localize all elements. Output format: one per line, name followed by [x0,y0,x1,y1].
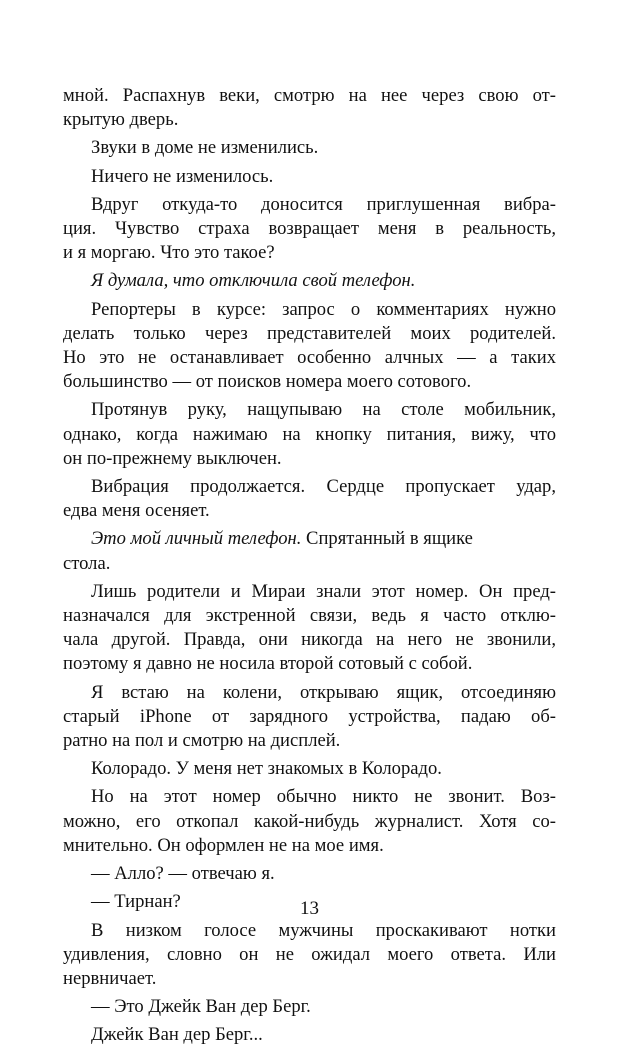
regular-phrase: Спрятанный в ящике [301,528,473,550]
dialogue-line: — Алло? — отвечаю я. [91,863,275,885]
text-line: Вибрация продолжается. Сердце пропускает удар, [91,476,556,498]
text-line: он по-прежнему выключен. [63,447,282,469]
text-line: едва меня осеняет. [63,500,210,522]
text-line: удивления, словно он не ожидал моего ответа. Или [63,943,556,965]
text-line: Лишь родители и Мираи знали этот номер. Он пред- [91,580,556,602]
text-line: крытую дверь. [63,109,179,131]
text-line: мной. Распахнув веки, смотрю на нее через свою от- [63,85,556,106]
dialogue-line: — Тирнан? [91,891,181,913]
text-line: и я моргаю. Что это такое? [63,242,275,264]
text-line: чала другой. Правда, они никогда на него не звонили, [63,629,556,651]
page-number: 13 [300,898,319,919]
text-line: Колорадо. У меня нет знакомых в Колорадо. [91,758,442,780]
text-line: Но на этот номер обычно никто не звонит. Воз- [91,786,556,808]
text-line: поэтому я давно не носила второй сотовый с собой. [63,653,473,675]
text-line: Репортеры в курсе: запрос о комментариях нужно [91,298,556,320]
text-line: стола. [63,552,111,574]
text-line: однако, когда нажимаю на кнопку питания, вижу, что [63,423,556,445]
text-line: ция. Чувство страха возвращает меня в реальность, [63,218,556,240]
text-line: нервничает. [63,967,157,989]
text-line: делать только через представителей моих родителей. [63,322,556,344]
text-line: Ничего не изменилось. [91,165,274,187]
text-line: старый iPhone от зарядного устройства, падаю об- [63,705,556,727]
text-line: В низком голосе мужчины проскакивают нотки [91,919,556,941]
text-line: Но это не останавливает особенно алчных — а таких [63,347,556,369]
text-line: Я встаю на колени, открываю ящик, отсоединяю [91,681,556,703]
dialogue-line: — Это Джейк Ван дер Берг. [91,996,311,1018]
text-line: назначался для экстренной связи, ведь я часто отклю- [63,605,556,627]
text-line: Протянув руку, нащупываю на столе мобильник, [91,399,556,421]
text-line: Джейк Ван дер Берг... [91,1024,263,1046]
text-line-italic: Я думала, что отключила свой телефон. [91,270,416,292]
text-line: ратно на пол и смотрю на дисплей. [63,730,341,752]
text-line: можно, его откопал какой-нибудь журналист. Хотя со- [63,810,556,832]
text-line: большинство — от поисков номера моего сотового. [63,371,472,393]
italic-phrase: Это мой личный телефон. [91,528,302,550]
text-line: Звуки в доме не изменились. [91,137,319,159]
text-line-mixed [63,527,556,551]
text-line: Вдруг откуда-то доносится приглушенная вибра- [91,193,556,215]
text-line: мнительно. Он оформлен не на мое имя. [63,834,384,856]
